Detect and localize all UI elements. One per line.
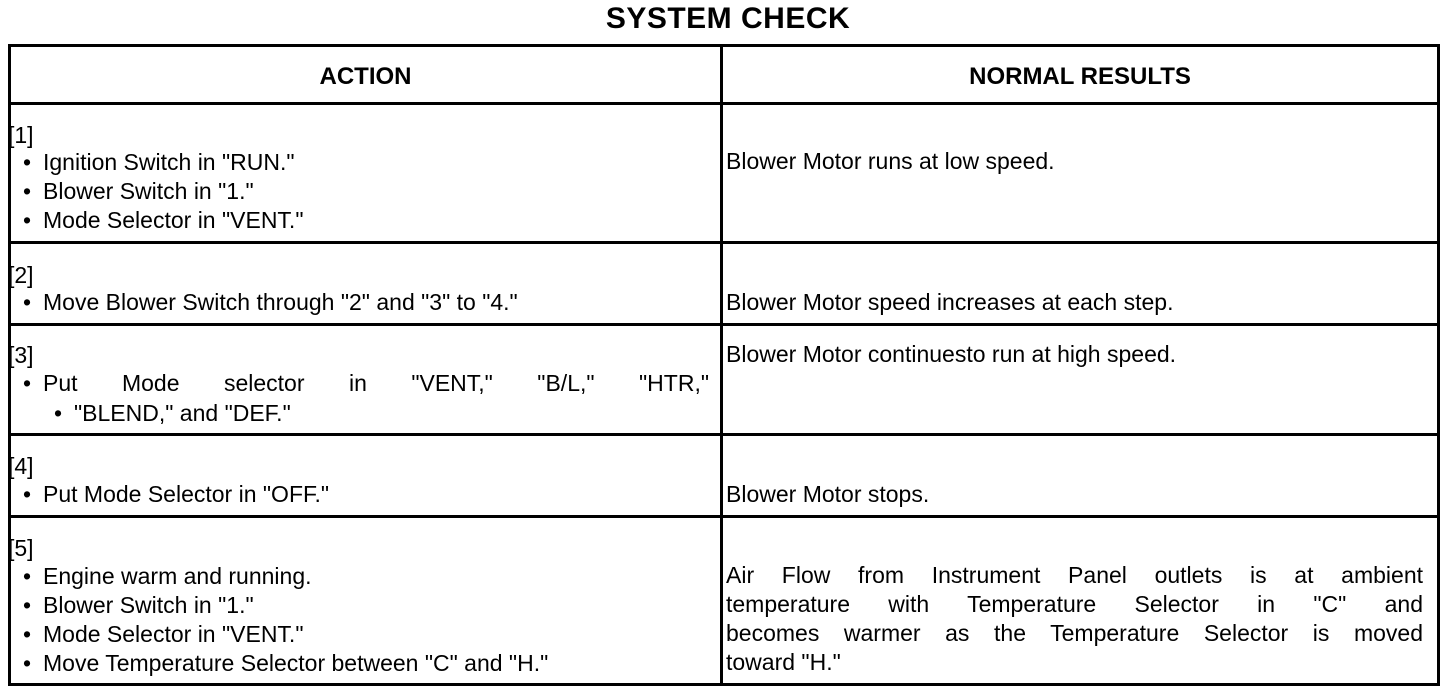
column-divider [720, 47, 723, 683]
result-text: Blower Motor continuesto run at high speed. [726, 341, 1177, 367]
header-action: ACTION [319, 63, 412, 90]
row-divider [11, 433, 1437, 436]
action-item: • Move Temperature Selector between "C" and "H." [43, 650, 548, 677]
action-item: • Put Mode Selector in "OFF." [43, 481, 329, 508]
step-label: [2] [8, 262, 34, 288]
row-divider [11, 241, 1437, 244]
action-item: • Put Mode selector in "VENT," "B/L," "HTR," [43, 370, 709, 397]
step-label: [5] [8, 535, 34, 561]
action-item: • Blower Switch in "1." [43, 592, 254, 619]
result-line: temperature with Temperature Selector in "C" and [726, 591, 1423, 617]
step-label: [4] [8, 453, 34, 479]
action-item: • Blower Switch in "1." [43, 178, 254, 205]
action-item-continuation: • "BLEND," and "DEF." [74, 400, 291, 427]
header-results: NORMAL RESULTS [969, 63, 1191, 90]
action-item: • Mode Selector in "VENT." [43, 621, 304, 648]
page-title: SYSTEM CHECK [605, 2, 851, 35]
row-divider [11, 102, 1437, 105]
action-item: • Mode Selector in "VENT." [43, 207, 304, 234]
action-item: • Engine warm and running. [43, 563, 312, 590]
step-label: [1] [8, 122, 34, 148]
row-divider [11, 323, 1437, 326]
result-line: becomes warmer as the Temperature Selector is moved [726, 620, 1423, 646]
action-item: • Ignition Switch in "RUN." [43, 149, 295, 176]
result-line: toward "H." [726, 649, 841, 675]
action-item: • Move Blower Switch through "2" and "3" to "4." [43, 289, 518, 316]
result-line: Air Flow from Instrument Panel outlets is at ambient [726, 562, 1423, 588]
row-divider [11, 515, 1437, 518]
result-text: Blower Motor speed increases at each step. [726, 289, 1174, 315]
step-label: [3] [8, 342, 34, 368]
result-text: Blower Motor stops. [726, 481, 930, 507]
result-text: Blower Motor runs at low speed. [726, 148, 1055, 174]
